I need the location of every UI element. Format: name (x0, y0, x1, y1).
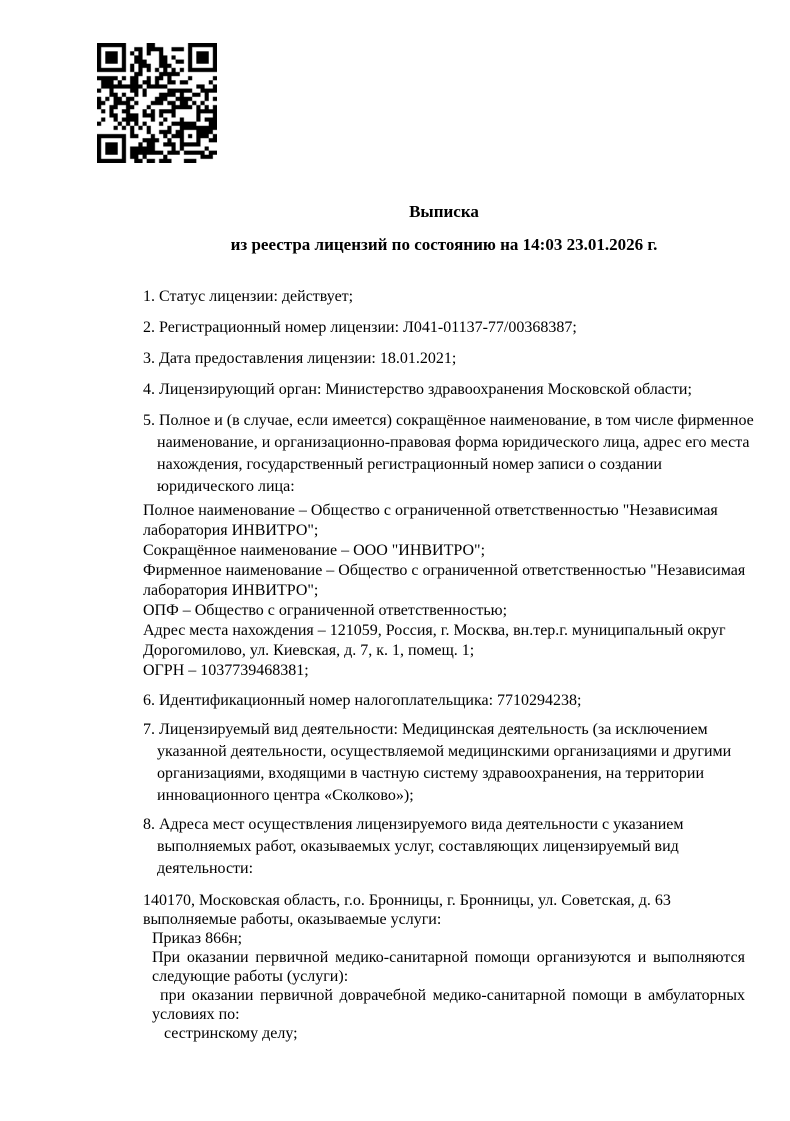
item5-line: 5. Полное и (в случае, если имеется) сокращённое наименование, в том числе фирменное (143, 412, 754, 429)
org-names-item (143, 410, 754, 498)
activity-type-item (143, 719, 745, 807)
registration-number-item: 2. Регистрационный номер лицензии: Л041-01137-77/00368387; (143, 319, 577, 336)
item8-line: выполняемых работ, оказываемых услуг, составляющих лицензируемый вид (157, 838, 679, 855)
address-line: 140170, Московская область, г.о. Бронницы, г. Бронницы, ул. Советская, д. 63 (143, 892, 671, 909)
item8-line: 8. Адреса мест осуществления лицензируемого вида деятельности с указанием (143, 816, 684, 833)
org-full-name-line: лаборатория ИНВИТРО"; (143, 522, 319, 539)
document-subtitle: из реестра лицензий по состоянию на 14:03 23.01.2026 г. (230, 235, 658, 254)
item5-line: нахождения, государственный регистрационный номер записи о создании (157, 456, 662, 473)
item5-line: наименование, и организационно-правовая форма юридического лица, адрес его места (157, 434, 750, 451)
address-works-block (143, 891, 745, 1043)
work-primary-line: следующие работы (услуги): (152, 968, 349, 985)
addresses-item (143, 814, 745, 880)
works-header-line: выполняемые работы, оказываемые услуги: (143, 911, 442, 928)
document-content (143, 0, 754, 1043)
work-primary-line: При оказании первичной медико-санитарной помощи организуются и выполняются (152, 949, 745, 966)
org-address-line: Дорогомилово, ул. Киевская, д. 7, к. 1, помещ. 1; (143, 642, 475, 659)
order-line: Приказ 866н; (152, 930, 243, 947)
item8-line: деятельности: (157, 860, 254, 877)
org-ogrn-line: ОГРН – 1037739468381; (143, 662, 309, 679)
org-short-name-line: Сокращённое наименование – ООО "ИНВИТРО"; (143, 542, 486, 559)
item7-line: организациями, входящими в частную систему здравоохранения, на территории (157, 765, 705, 782)
grant-date-item: 3. Дата предоставления лицензии: 18.01.2021; (143, 350, 457, 367)
license-status-item: 1. Статус лицензии: действует; (143, 288, 354, 305)
document-title: Выписка (409, 202, 479, 221)
item7-line: инновационного центра «Сколково»); (157, 787, 414, 804)
item7-line: указанной деятельности, осуществляемой медицинскими организациями и другими (157, 743, 732, 760)
org-address-line: Адрес места нахождения – 121059, Россия, г. Москва, вн.тер.г. муниципальный округ (143, 622, 726, 639)
work-prehospital-line: при оказании первичной доврачебной медико-санитарной помощи в амбулаторных (160, 987, 745, 1004)
work-nursing-line: сестринскому делу; (164, 1025, 298, 1042)
work-prehospital-line: условиях по: (152, 1006, 240, 1023)
org-brand-name-line: Фирменное наименование – Общество с ограниченной ответственностью "Независимая (143, 562, 746, 579)
licensing-authority-item: 4. Лицензирующий орган: Министерство здравоохранения Московской области; (143, 381, 692, 398)
inn-item: 6. Идентификационный номер налогоплательщика: 7710294238; (143, 692, 582, 709)
item5-line: юридического лица: (157, 478, 295, 495)
item7-line: 7. Лицензируемый вид деятельности: Медицинская деятельность (за исключением (143, 721, 708, 738)
org-details-block (143, 501, 745, 681)
org-full-name-line: Полное наименование – Общество с ограниченной ответственностью "Независимая (143, 502, 718, 519)
org-brand-name-line: лаборатория ИНВИТРО"; (143, 582, 319, 599)
org-legal-form-line: ОПФ – Общество с ограниченной ответственностью; (143, 602, 508, 619)
